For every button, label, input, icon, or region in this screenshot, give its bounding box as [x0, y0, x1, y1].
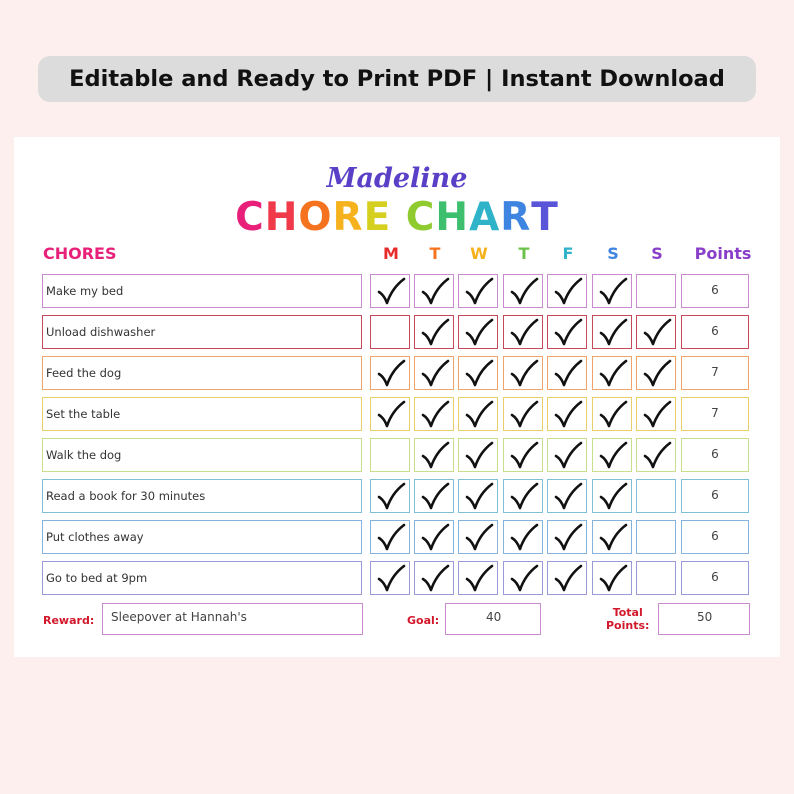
checkmark-icon — [375, 481, 407, 513]
goal-field[interactable]: 40 — [445, 603, 541, 635]
chore-chart-sheet — [14, 137, 780, 657]
day-header: T — [429, 244, 441, 263]
checkmark-icon — [641, 440, 673, 472]
chore-row — [14, 274, 780, 312]
title-letter: O — [298, 195, 333, 240]
day-checkbox[interactable] — [503, 479, 543, 513]
day-checkbox[interactable] — [370, 397, 410, 431]
goal-label: Goal: — [407, 614, 440, 627]
checkmark-icon — [463, 276, 495, 308]
day-checkbox[interactable] — [547, 520, 587, 554]
checkmark-icon — [463, 522, 495, 554]
day-checkbox[interactable] — [636, 274, 676, 308]
total-label-line2: Points: — [606, 619, 650, 632]
day-checkbox[interactable] — [503, 438, 543, 472]
day-checkbox[interactable] — [458, 479, 498, 513]
day-checkbox[interactable] — [414, 479, 454, 513]
checkmark-icon — [508, 358, 540, 390]
points-field[interactable]: 6 — [681, 520, 749, 554]
checkmark-icon — [597, 522, 629, 554]
points-field[interactable]: 6 — [681, 274, 749, 308]
chore-row — [14, 397, 780, 435]
checkmark-icon — [597, 276, 629, 308]
checkmark-icon — [508, 276, 540, 308]
day-checkbox[interactable] — [414, 274, 454, 308]
day-checkbox[interactable] — [636, 397, 676, 431]
checkmark-icon — [375, 276, 407, 308]
points-field[interactable]: 6 — [681, 479, 749, 513]
chore-name-field[interactable]: Go to bed at 9pm — [42, 561, 362, 595]
checkmark-icon — [463, 440, 495, 472]
checkmark-icon — [641, 399, 673, 431]
day-checkbox[interactable] — [414, 561, 454, 595]
points-field[interactable]: 6 — [681, 561, 749, 595]
day-checkbox[interactable] — [503, 315, 543, 349]
day-checkbox[interactable] — [370, 274, 410, 308]
checkmark-icon — [419, 358, 451, 390]
chore-name-field[interactable]: Read a book for 30 minutes — [42, 479, 362, 513]
day-checkbox[interactable] — [458, 397, 498, 431]
checkmark-icon — [597, 563, 629, 595]
title-letter: T — [531, 195, 559, 240]
checkmark-icon — [597, 317, 629, 349]
day-checkbox[interactable] — [592, 397, 632, 431]
day-checkbox[interactable] — [547, 438, 587, 472]
day-checkbox[interactable] — [636, 315, 676, 349]
title-letter: H — [435, 195, 470, 240]
title-letter: E — [363, 195, 392, 240]
day-header: T — [518, 244, 530, 263]
reward-field[interactable]: Sleepover at Hannah's — [102, 603, 363, 635]
day-checkbox[interactable] — [458, 438, 498, 472]
day-checkbox[interactable] — [458, 561, 498, 595]
checkmark-icon — [463, 317, 495, 349]
checkmark-icon — [508, 440, 540, 472]
checkmark-icon — [419, 481, 451, 513]
checkmark-icon — [375, 358, 407, 390]
total-points-field[interactable]: 50 — [658, 603, 750, 635]
chore-row — [14, 315, 780, 353]
day-checkbox[interactable] — [592, 274, 632, 308]
day-checkbox[interactable] — [370, 561, 410, 595]
day-checkbox[interactable] — [547, 356, 587, 390]
day-header: W — [470, 244, 488, 263]
chores-header: CHORES — [43, 244, 117, 263]
title-letter: A — [469, 195, 501, 240]
checkmark-icon — [375, 563, 407, 595]
points-field[interactable]: 6 — [681, 438, 749, 472]
checkmark-icon — [552, 276, 584, 308]
day-checkbox[interactable] — [370, 356, 410, 390]
title-letter: H — [264, 195, 299, 240]
checkmark-icon — [508, 522, 540, 554]
day-checkbox[interactable] — [414, 520, 454, 554]
total-label-line1: Total — [612, 606, 643, 619]
chore-row — [14, 479, 780, 517]
day-checkbox[interactable] — [592, 315, 632, 349]
checkmark-icon — [641, 317, 673, 349]
day-checkbox[interactable] — [636, 561, 676, 595]
day-checkbox[interactable] — [503, 274, 543, 308]
checkmark-icon — [419, 522, 451, 554]
day-checkbox[interactable] — [636, 520, 676, 554]
points-header: Points — [694, 244, 752, 263]
title-letter: R — [500, 195, 532, 240]
title-letter: R — [332, 195, 364, 240]
day-checkbox[interactable] — [503, 520, 543, 554]
checkmark-icon — [463, 358, 495, 390]
day-checkbox[interactable] — [592, 561, 632, 595]
checkmark-icon — [552, 563, 584, 595]
title-letter: C — [235, 195, 265, 240]
day-checkbox[interactable] — [547, 479, 587, 513]
day-checkbox[interactable] — [503, 561, 543, 595]
checkmark-icon — [375, 522, 407, 554]
chore-row — [14, 356, 780, 394]
checkmark-icon — [508, 563, 540, 595]
day-checkbox[interactable] — [503, 397, 543, 431]
day-checkbox[interactable] — [592, 356, 632, 390]
day-header: M — [383, 244, 399, 263]
chore-name-field[interactable]: Feed the dog — [42, 356, 362, 390]
day-checkbox[interactable] — [458, 520, 498, 554]
day-checkbox[interactable] — [458, 274, 498, 308]
day-checkbox[interactable] — [458, 356, 498, 390]
checkmark-icon — [419, 317, 451, 349]
day-checkbox[interactable] — [592, 479, 632, 513]
checkmark-icon — [463, 399, 495, 431]
day-checkbox[interactable] — [592, 520, 632, 554]
day-header: S — [607, 244, 619, 263]
day-checkbox[interactable] — [636, 479, 676, 513]
chore-name-field[interactable]: Unload dishwasher — [42, 315, 362, 349]
day-checkbox[interactable] — [414, 356, 454, 390]
checkmark-icon — [508, 399, 540, 431]
day-checkbox[interactable] — [414, 397, 454, 431]
day-checkbox[interactable] — [636, 438, 676, 472]
chore-row — [14, 520, 780, 558]
day-checkbox[interactable] — [370, 520, 410, 554]
chore-row — [14, 438, 780, 476]
checkmark-icon — [597, 440, 629, 472]
checkmark-icon — [552, 317, 584, 349]
points-field[interactable]: 7 — [681, 397, 749, 431]
checkmark-icon — [552, 440, 584, 472]
title-letter: C — [405, 195, 436, 240]
checkmark-icon — [552, 522, 584, 554]
banner: Editable and Ready to Print PDF | Instant Download — [38, 56, 756, 102]
checkmark-icon — [552, 481, 584, 513]
day-checkbox[interactable] — [636, 356, 676, 390]
chore-row — [14, 561, 780, 599]
checkmark-icon — [463, 481, 495, 513]
day-checkbox[interactable] — [592, 438, 632, 472]
checkmark-icon — [597, 399, 629, 431]
checkmark-icon — [419, 276, 451, 308]
total-points-label — [606, 606, 649, 632]
title-letter — [391, 195, 406, 240]
chore-name-field[interactable]: Make my bed — [42, 274, 362, 308]
reward-label: Reward: — [43, 614, 95, 627]
chore-name-field[interactable]: Walk the dog — [42, 438, 362, 472]
day-checkbox[interactable] — [414, 315, 454, 349]
day-checkbox[interactable] — [370, 315, 410, 349]
day-header: F — [562, 244, 574, 263]
day-checkbox[interactable] — [547, 315, 587, 349]
checkmark-icon — [597, 481, 629, 513]
points-field[interactable]: 6 — [681, 315, 749, 349]
checkmark-icon — [597, 358, 629, 390]
checkmark-icon — [419, 440, 451, 472]
checkmark-icon — [419, 563, 451, 595]
points-field[interactable]: 7 — [681, 356, 749, 390]
day-checkbox[interactable] — [503, 356, 543, 390]
owner-name[interactable]: Madeline — [326, 163, 468, 194]
day-checkbox[interactable] — [458, 315, 498, 349]
day-checkbox[interactable] — [370, 438, 410, 472]
checkmark-icon — [463, 563, 495, 595]
checkmark-icon — [552, 399, 584, 431]
day-header: S — [651, 244, 663, 263]
day-checkbox[interactable] — [547, 274, 587, 308]
checkmark-icon — [508, 317, 540, 349]
checkmark-icon — [552, 358, 584, 390]
chore-name-field[interactable]: Put clothes away — [42, 520, 362, 554]
day-checkbox[interactable] — [414, 438, 454, 472]
checkmark-icon — [375, 399, 407, 431]
day-checkbox[interactable] — [547, 397, 587, 431]
day-checkbox[interactable] — [547, 561, 587, 595]
checkmark-icon — [641, 358, 673, 390]
chore-name-field[interactable]: Set the table — [42, 397, 362, 431]
checkmark-icon — [419, 399, 451, 431]
checkmark-icon — [508, 481, 540, 513]
chart-title — [14, 195, 780, 240]
day-checkbox[interactable] — [370, 479, 410, 513]
